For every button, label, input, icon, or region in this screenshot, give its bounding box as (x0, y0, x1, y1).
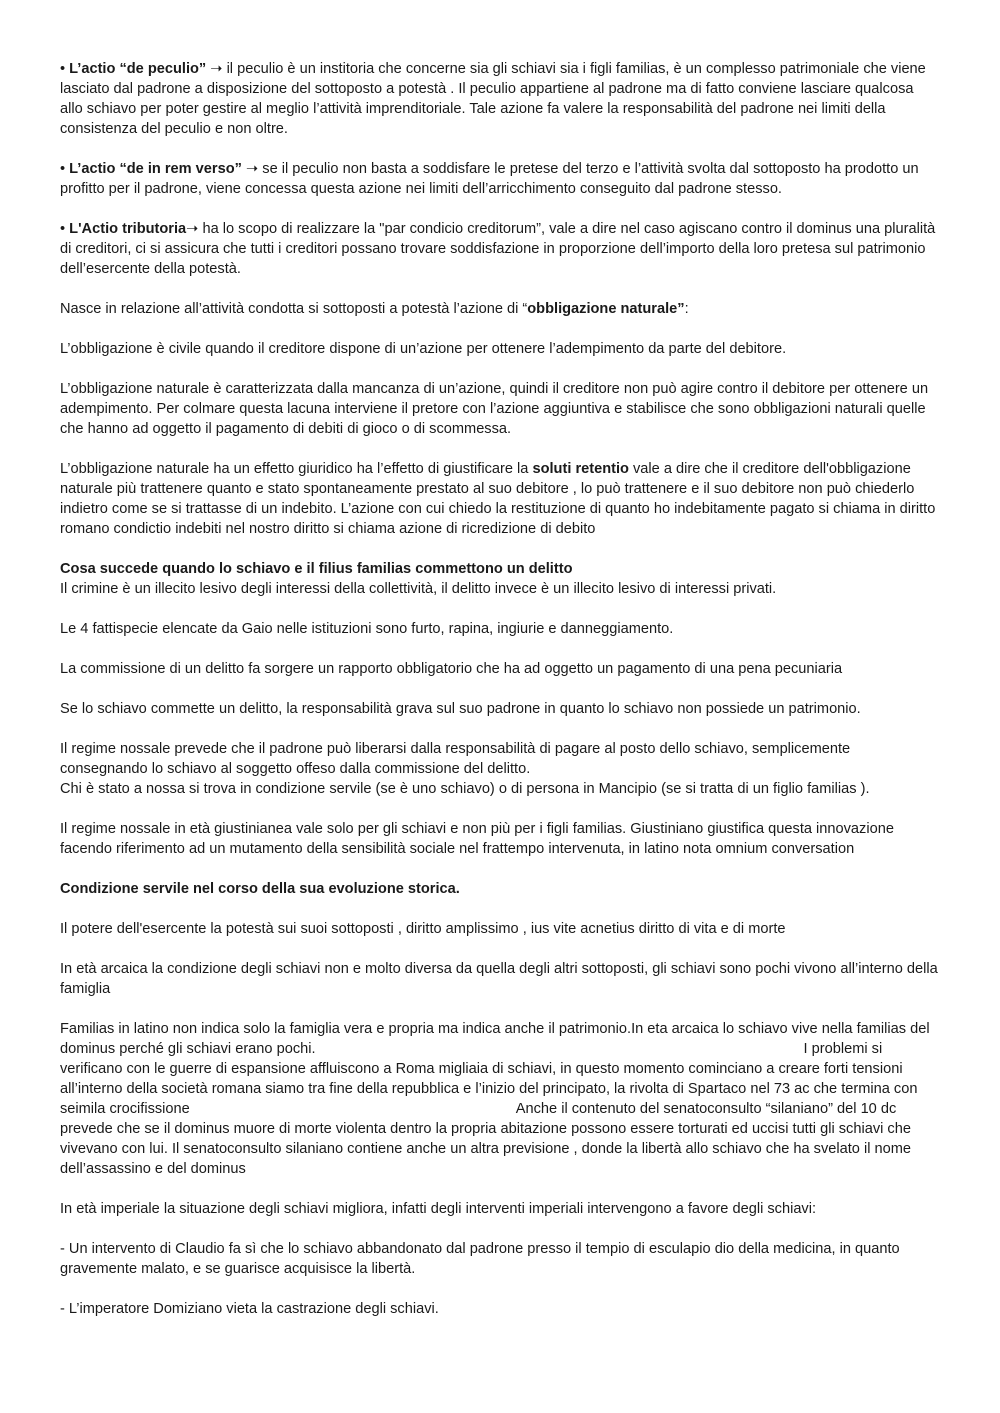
paragraph-nossa: Chi è stato a nossa si trova in condizione servile (se è uno schiavo) o di persona in Mancipio (se si tratta di un figlio familias ). (60, 781, 870, 797)
term-actio-de-peculio: L’actio “de peculio” (69, 61, 207, 77)
paragraph-eta-arcaica: In età arcaica la condizione degli schiavi non e molto diversa da quella degli altri sottoposti, gli schiavi sono pochi vivono all’interno della famiglia (60, 961, 938, 997)
term-actio-tributoria: L'Actio tributoria (69, 221, 187, 237)
paragraph-text: I problemi si verificano con le guerre di espansione affluiscono a Roma migliaia di schiavi, in questo momento cominciano a creare forti tensioni all’interno della società romana siamo tra fine della repubblica e l’inizio del principato, la rivolta di Spartaco nel 73 ac che termina con seimila crocifissione (60, 1041, 918, 1117)
paragraph-actio-de-in-rem-verso (60, 159, 940, 199)
paragraph-actio-de-peculio (60, 59, 940, 139)
paragraph-crimine-delitto: Il crimine è un illecito lesivo degli interessi della collettività, il delitto invece è un illecito lesivo di interessi privati. (60, 581, 777, 597)
paragraph-commissione-delitto: La commissione di un delitto fa sorgere un rapporto obbligatorio che ha ad oggetto un pagamento di una pena pecuniaria (60, 661, 843, 677)
paragraph-text: : (684, 301, 689, 317)
paragraph-fattispecie-gaio: Le 4 fattispecie elencate da Gaio nelle istituzioni sono furto, rapina, ingiurie e danneggiamento. (60, 621, 674, 637)
paragraph-obbligazione-naturale-definizione: L’obbligazione naturale è caratterizzata dalla mancanza di un’azione, quindi il creditore non può agire contro il debitore per ottenere un adempimento. Per colmare questa lacuna interviene il pretore con l’azione aggiuntiva e stabilisce che sono obbligazioni naturali quelle che hanno ad oggetto il pagamento di debiti di gioco o di scommessa. (60, 381, 929, 437)
paragraph-potere-esercente: Il potere dell'esercente la potestà sui suoi sottoposti , diritto amplissimo , ius vite acnetius diritto di vita e di morte (60, 921, 786, 937)
bullet: • (60, 221, 70, 237)
paragraph-soluti-retentio (60, 459, 940, 539)
section-heading-condizione-servile: Condizione servile nel corso della sua evoluzione storica. (60, 881, 460, 897)
section-heading-delitto: Cosa succede quando lo schiavo e il filius familias commettono un delitto (60, 561, 573, 577)
paragraph-text: il peculio è un institoria che concerne sia gli schiavi sia i figli familias, è un complesso patrimoniale che viene lasciato dal padrone a disposizione del sottoposto a potestà . Il peculio appartiene al padrone ma di fatto conviene lasciare qualcosa allo schiavo per poter gestire al meglio l’attività imprenditoriale. Tale azione fa valere la responsabilità del padrone nei limiti della consistenza del peculio e non oltre. (60, 61, 926, 137)
bullet: • (60, 161, 70, 177)
term-actio-de-in-rem-verso: L’actio “de in rem verso” (69, 161, 242, 177)
paragraph-responsabilita-padrone: Se lo schiavo commette un delitto, la responsabilità grava sul suo padrone in quanto lo schiavo non possiede un patrimonio. (60, 701, 861, 717)
paragraph-text: Nasce in relazione all’attività condotta si sottoposti a potestà l’azione di “ (60, 301, 528, 317)
term-soluti-retentio: soluti retentio (532, 461, 629, 477)
paragraph-text: Anche il contenuto del senatoconsulto “silaniano” del 10 dc prevede che se il dominus muore di morte violenta dentro la propria abitazione possono essere torturati ed uccisi tutti gli schiavi che vivevano con lui. Il senatoconsulto silaniano contiene anche un altra previsione , donde la libertà allo schiavo che ha svelato il nome dell’assassino e del dominus (60, 1101, 912, 1177)
term-obbligazione-naturale: obbligazione naturale” (527, 301, 685, 317)
arrow-icon: ➝ (186, 221, 203, 237)
paragraph-obbligazione-civile: L’obbligazione è civile quando il creditore dispone di un’azione per ottenere l’adempimento da parte del debitore. (60, 341, 787, 357)
paragraph-text: ha lo scopo di realizzare la "par condicio creditorum”, vale a dire nel caso agiscano contro il dominus una pluralità di creditori, ci si assicura che tutti i creditori possano trovare soddisfazione in proporzione dell’importo della loro pretesa sul patrimonio dell’esercente della potestà. (60, 221, 936, 277)
bullet: • (60, 61, 70, 77)
paragraph-text: Familias in latino non indica solo la famiglia vera e propria ma indica anche il patrimonio.In eta arcaica lo schiavo vive nella familias del dominus perché gli schiavi erano pochi. (60, 1021, 930, 1057)
paragraph-text: L’obbligazione naturale ha un effetto giuridico ha l’effetto di giustificare la (60, 461, 533, 477)
paragraph-familias (60, 1019, 940, 1179)
list-item-domiziano: - L’imperatore Domiziano vieta la castrazione degli schiavi. (60, 1301, 439, 1317)
paragraph-regime-nossale: Il regime nossale prevede che il padrone può liberarsi dalla responsabilità di pagare al posto dello schiavo, semplicemente consegnando lo schiavo al soggetto offeso dalla commissione del delitto. (60, 741, 851, 777)
paragraph-eta-giustinianea: Il regime nossale in età giustinianea vale solo per gli schiavi e non più per i figli familias. Giustiniano giustifica questa innovazione facendo riferimento ad un mutamento della sensibilità sociale nel frattempo intervenuta, in latino nota omnium conversation (60, 821, 894, 857)
paragraph-text: vale a dire che il creditore dell'obbligazione naturale più trattenere quanto e stato spontaneamente prestato al suo debitore , lo può trattenere e il suo debitore non può chiederlo indietro come se si trattasse di un indebito. L’azione con cui chiedo la restituzione di quanto ho indebitamente pagato si chiama in diritto romano condictio indebiti nel nostro diritto si chiama azione di ricredizione di debito (60, 461, 936, 537)
list-item-claudio: - Un intervento di Claudio fa sì che lo schiavo abbandonato dal padrone presso il tempio di esculapio dio della medicina, in quanto gravemente malato, e se guarisce acquisisce la libertà. (60, 1241, 900, 1277)
paragraph-eta-imperiale: In età imperiale la situazione degli schiavi migliora, infatti degli interventi imperiali intervengono a favore degli schiavi: (60, 1201, 817, 1217)
arrow-icon: ➝ (241, 161, 263, 177)
paragraph-actio-tributoria (60, 219, 940, 279)
arrow-icon: ➝ (206, 61, 227, 77)
paragraph-obbligazione-naturale-intro (60, 299, 940, 319)
paragraph-text: se il peculio non basta a soddisfare le pretese del terzo e l’attività svolta dal sottoposto ha prodotto un profitto per il padrone, viene concessa questa azione nei limiti dell’arricchimento conseguito dal padrone stesso. (60, 161, 919, 197)
